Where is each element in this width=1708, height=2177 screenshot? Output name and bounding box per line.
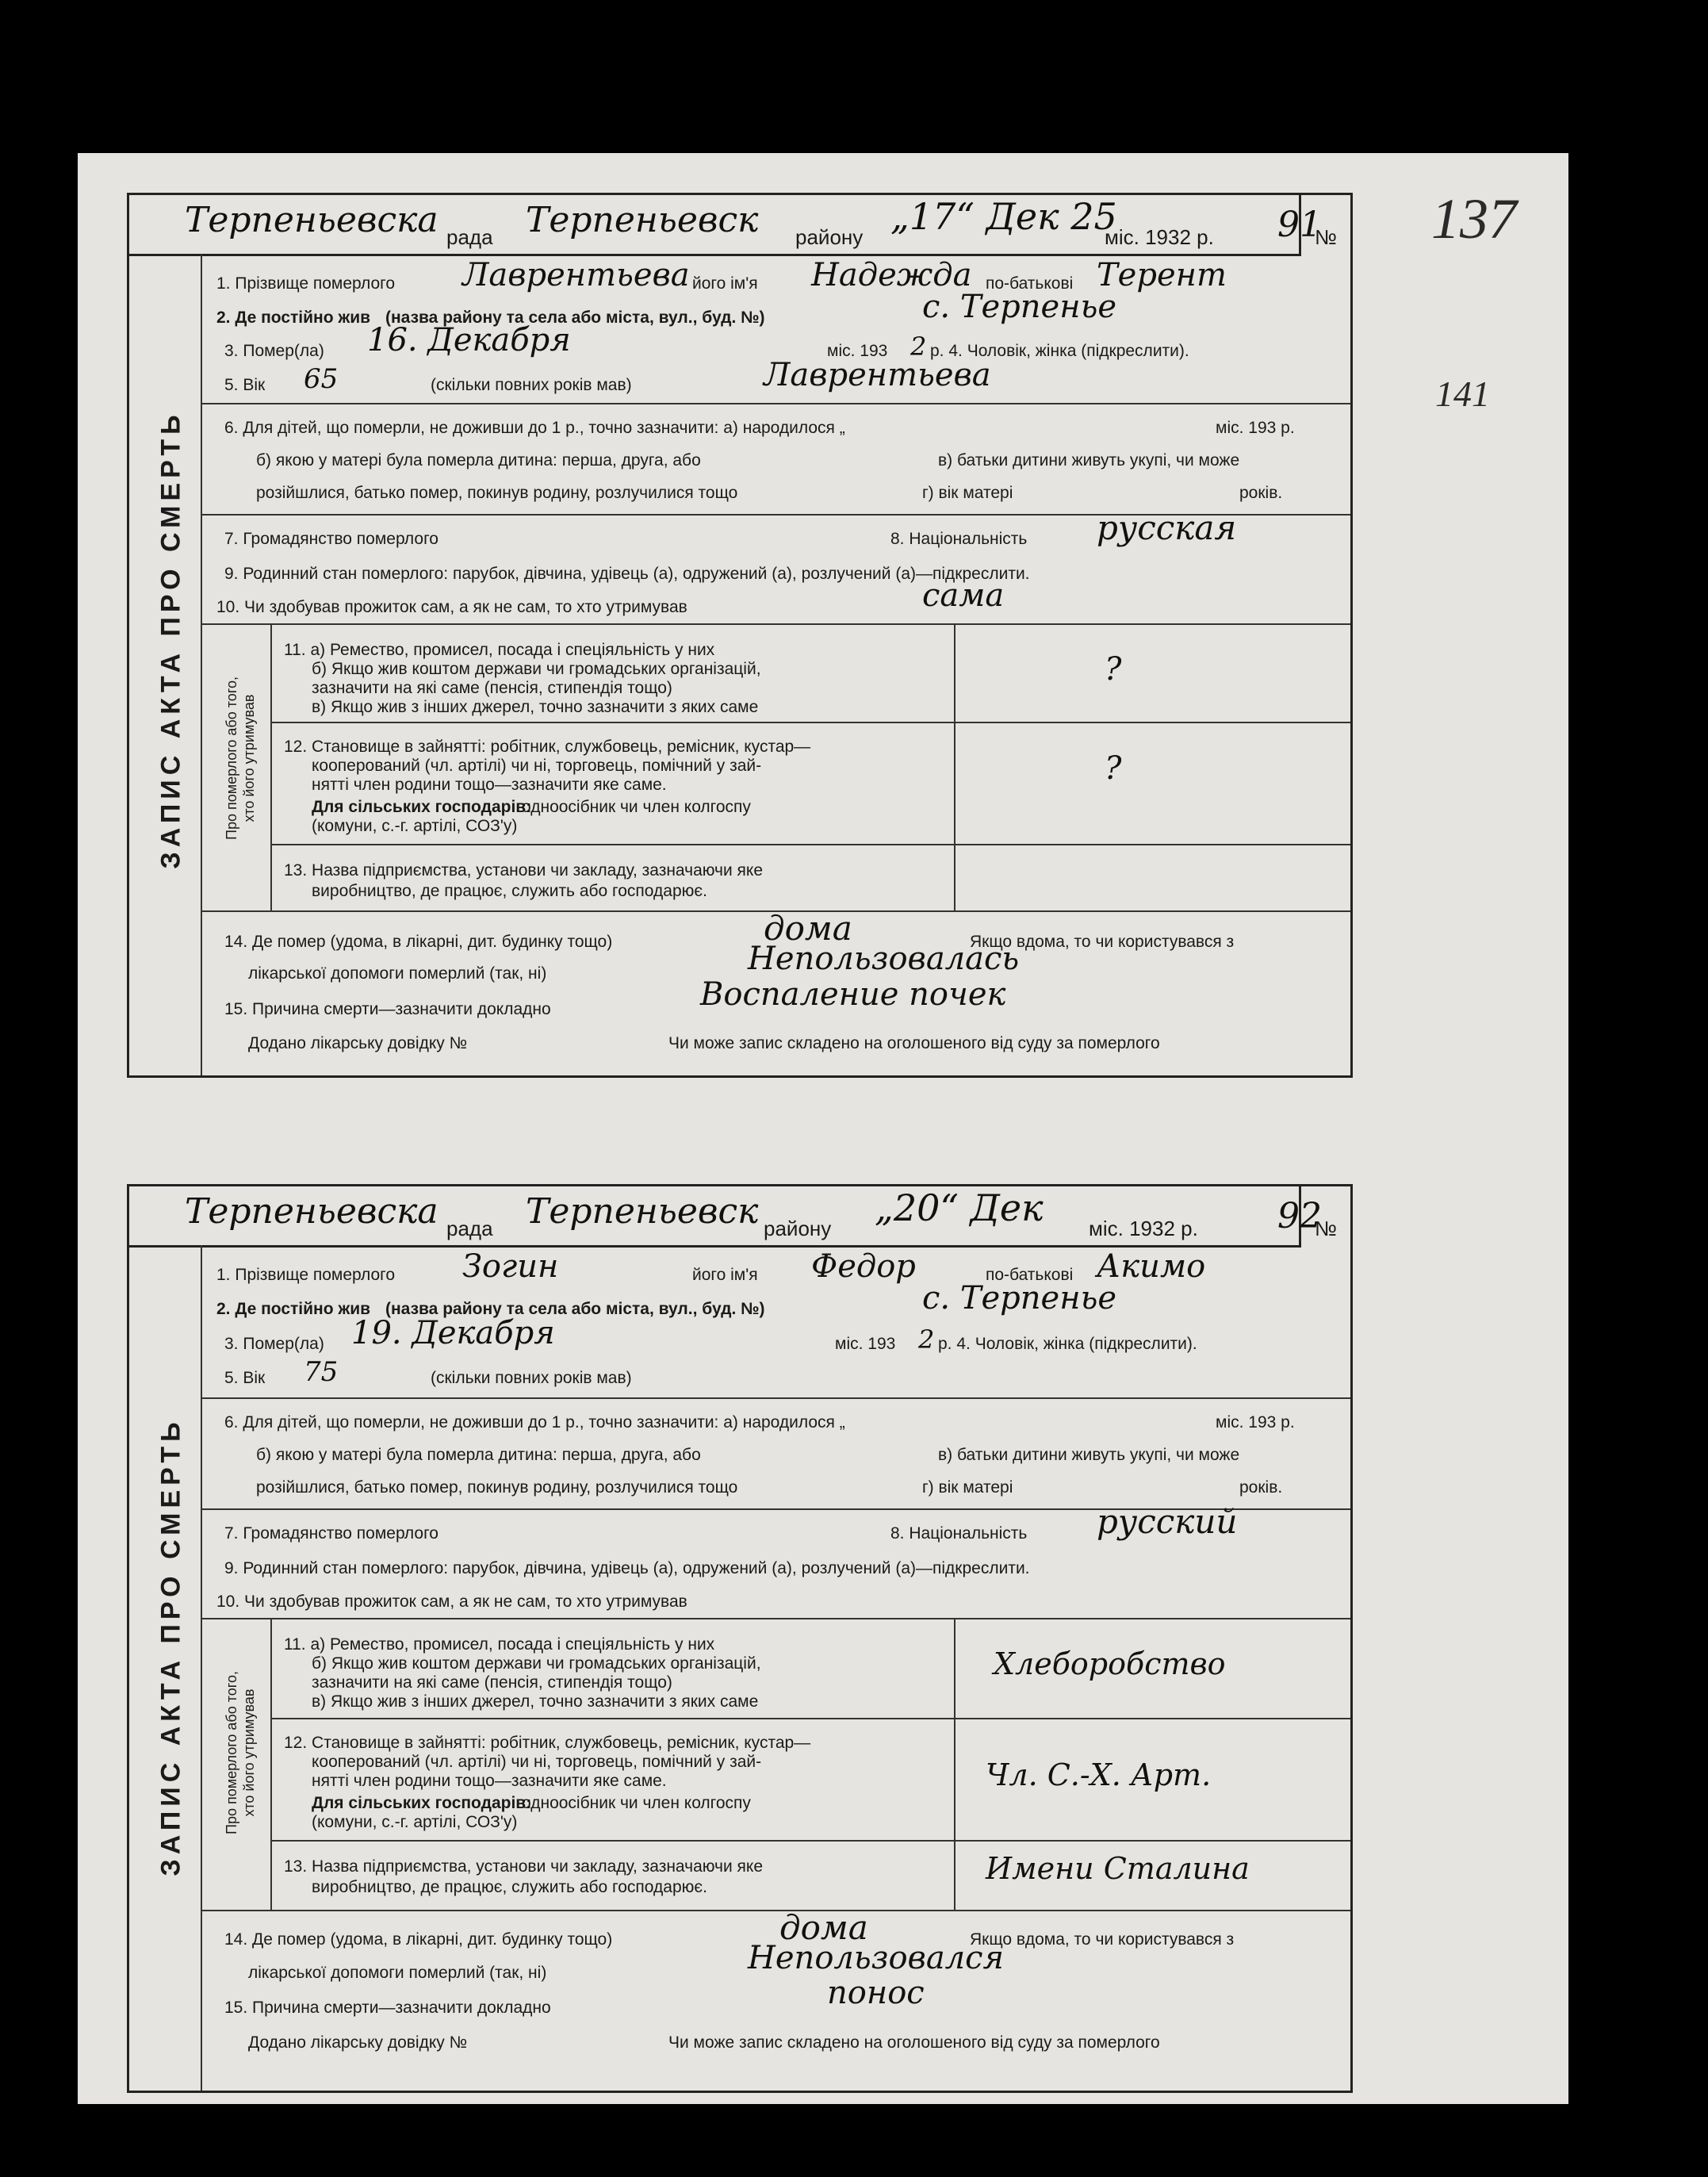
hw-nationality: русский <box>1097 1502 1238 1541</box>
label-cause: 15. Причина смерти—зазначити докладно <box>224 1000 551 1018</box>
hw-place-death: дома <box>764 909 852 948</box>
label-support: 10. Чи здобував прожиток сам, а як не сам, то хто утримував <box>216 598 687 616</box>
label-age-note: (скільки повних років мав) <box>431 1369 632 1387</box>
label-q11a: 11. а) Ремество, промисел, посада і спеціяльність у них <box>284 1635 715 1654</box>
label-patronymic: по-батькові <box>986 274 1074 293</box>
label-age-note: (скільки повних років мав) <box>431 376 632 394</box>
label-name: його ім'я <box>692 1266 758 1284</box>
label-cause: 15. Причина смерти—зазначити докладно <box>224 1999 551 2017</box>
label-q12c: нятті член родини тощо—зазначити яке саме. <box>312 1772 667 1790</box>
label-surname: 1. Прізвище померлого <box>216 1266 396 1284</box>
hw-death-date: 19. Декабря <box>351 1315 555 1351</box>
label-mother-age: г) вік матері <box>922 1478 1013 1497</box>
death-record-card-1 <box>127 193 1353 1078</box>
hw-med-help: Непользовалась <box>748 941 1020 977</box>
label-q12b: кооперований (чл. артілі) чи ні, торговець, помічний у зай- <box>312 1753 762 1771</box>
label-q12e: одноосібник чи член колгоспу <box>522 798 751 816</box>
record-number-box <box>1277 1186 1350 1245</box>
hw-place-death: дома <box>779 1908 868 1947</box>
label-patronymic: по-батькові <box>986 1266 1074 1284</box>
label-rada: рада <box>446 1217 493 1240</box>
label-certificate: Додано лікарську довідку № <box>248 1034 468 1052</box>
label-q12d: Для сільських господарів: <box>312 798 532 816</box>
label-age: 5. Вік <box>224 376 266 394</box>
label-q12c: нятті член родини тощо—зазначити яке саме. <box>312 776 667 794</box>
label-q13a: 13. Назва підприємства, установи чи закладу, зазначаючи яке <box>284 1857 764 1876</box>
label-q12e: одноосібник чи член колгоспу <box>522 1794 751 1812</box>
label-died: 3. Помер(ла) <box>224 342 324 360</box>
label-month-193: міс. 193 <box>835 1335 896 1353</box>
hw-raion: Терпеньевск <box>526 200 759 240</box>
label-q13b: виробництво, де працює, служить або господарює. <box>312 1878 707 1896</box>
label-no: № <box>1315 1217 1337 1240</box>
hw-q11: Хлеборобство <box>994 1646 1226 1681</box>
card-header <box>129 1186 1337 1248</box>
label-sex: р. 4. Чоловік, жінка (підкреслити). <box>930 342 1189 360</box>
label-court: Чи може запис складено на оголошеного від суду за померлого <box>668 1034 1160 1052</box>
label-surname: 1. Прізвище померлого <box>216 274 396 293</box>
hw-rada: Терпеньевска <box>185 200 438 240</box>
hw-patronymic: Акимо <box>1097 1248 1206 1285</box>
hw-name: Надежда <box>811 257 972 293</box>
label-raion: району <box>795 225 864 249</box>
label-marital: 9. Родинний стан померлого: парубок, дівчина, удівець (а), одружений (а), розлучений (а)—підкреслити. <box>224 1559 1030 1577</box>
card-header <box>129 195 1337 256</box>
label-place-death: 14. Де помер (удома, в лікарні, дит. будинку тощо) <box>224 1930 613 1949</box>
label-citizenship: 7. Громадянство померлого <box>224 1524 438 1543</box>
record-number-box <box>1277 195 1350 254</box>
label-court: Чи може запис складено на оголошеного від суду за померлого <box>668 2033 1160 2052</box>
hw-support: сама <box>922 577 1005 614</box>
label-q12a: 12. Становище в зайнятті: робітник, службовець, ремісник, кустар— <box>284 738 811 756</box>
label-children-b: б) якою у матері була померла дитина: перша, друга, або <box>256 1446 701 1464</box>
label-children-c: в) батьки дитини живуть укупі, чи може <box>938 451 1240 470</box>
hw-name: Федор <box>811 1248 916 1285</box>
label-q12b: кооперований (чл. артілі) чи ні, торговець, помічний у зай- <box>312 757 762 775</box>
label-residence-note: (назва району та села або міста, вул., буд. №) <box>385 1300 765 1318</box>
label-q11c: зазначити на які саме (пенсія, стипендія тощо) <box>312 679 672 697</box>
label-rada: рада <box>446 225 493 249</box>
label-q11b: б) Якщо жив коштом держави чи громадських організацій, <box>312 1654 761 1673</box>
page-number: 137 <box>1431 187 1517 251</box>
label-nationality: 8. Національність <box>890 530 1028 548</box>
hw-q12: Чл. С.-Х. Арт. <box>986 1757 1212 1792</box>
label-children-month: міс. 193 р. <box>1216 419 1295 437</box>
side-small-label: Про померлого або того, хто його утримував <box>224 676 257 840</box>
label-years: років. <box>1239 484 1283 502</box>
hw-year-suffix: 2 <box>910 332 927 362</box>
hw-number: 91 <box>1277 205 1322 245</box>
hw-surname: Зогин <box>462 1248 559 1285</box>
label-died: 3. Помер(ла) <box>224 1335 324 1353</box>
label-residence-note: (назва району та села або міста, вул., буд. №) <box>385 309 765 327</box>
label-q13b: виробництво, де працює, служить або господарює. <box>312 882 707 900</box>
label-age: 5. Вік <box>224 1369 266 1387</box>
hw-residence: с. Терпенье <box>922 1280 1117 1317</box>
label-nationality: 8. Національність <box>890 1524 1028 1543</box>
label-q11d: в) Якщо жив з інших джерел, точно зазначити з яких саме <box>312 1692 759 1711</box>
label-residence: 2. Де постійно жив <box>216 1300 371 1318</box>
hw-date: „17“ Дек 25 <box>890 195 1117 238</box>
label-q11c: зазначити на які саме (пенсія, стипендія тощо) <box>312 1673 672 1692</box>
label-med-help: лікарської допомоги померлий (так, ні) <box>248 1964 547 1982</box>
label-children-c: в) батьки дитини живуть укупі, чи може <box>938 1446 1240 1464</box>
label-no: № <box>1315 225 1337 249</box>
side-title: ЗАПИС АКТА ПРО СМЕРТЬ <box>155 1416 186 1876</box>
label-children-month: міс. 193 р. <box>1216 1413 1295 1432</box>
label-q12d: Для сільських господарів: <box>312 1794 532 1812</box>
hw-q13: Имени Сталина <box>986 1851 1250 1886</box>
side-title: ЗАПИС АКТА ПРО СМЕРТЬ <box>155 409 186 869</box>
label-children: 6. Для дітей, що померли, не доживши до 1 р., точно зазначити: а) народилося „ <box>224 419 845 437</box>
label-children-b: б) якою у матері була померла дитина: перша, друга, або <box>256 451 701 470</box>
hw-cause: Воспаление почек <box>700 976 1006 1013</box>
hw-cause: понос <box>827 1975 925 2011</box>
label-q13a: 13. Назва підприємства, установи чи закладу, зазначаючи яке <box>284 861 764 880</box>
hw-raion: Терпеньевск <box>526 1191 759 1232</box>
label-q12f: (комуни, с.-г. артілі, СОЗ'у) <box>312 817 518 835</box>
label-month-193: міс. 193 <box>827 342 888 360</box>
hw-age: 65 <box>304 363 339 395</box>
hw-patronymic: Терент <box>1097 257 1227 293</box>
label-home-med: Якщо вдома, то чи користувався з <box>970 933 1235 951</box>
death-record-card-2 <box>127 1184 1353 2093</box>
label-children-d: розійшлися, батько помер, покинув родину, розлучилися тощо <box>256 1478 738 1497</box>
hw-med-help: Непользовался <box>748 1940 1005 1976</box>
label-mother-age: г) вік матері <box>922 484 1013 502</box>
hw-rada: Терпеньевска <box>185 1191 438 1232</box>
hw-surname: Лаврентьева <box>462 257 690 293</box>
label-sex: р. 4. Чоловік, жінка (підкреслити). <box>938 1335 1197 1353</box>
label-marital: 9. Родинний стан померлого: парубок, дівчина, удівець (а), одружений (а), розлучений (а)—підкреслити. <box>224 565 1030 583</box>
label-name: його ім'я <box>692 274 758 293</box>
hw-number: 92 <box>1277 1196 1322 1236</box>
label-children-d: розійшлися, батько помер, покинув родину, розлучилися тощо <box>256 484 738 502</box>
label-certificate: Додано лікарську довідку № <box>248 2033 468 2052</box>
label-place-death: 14. Де помер (удома, в лікарні, дит. будинку тощо) <box>224 933 613 951</box>
label-residence: 2. Де постійно жив <box>216 309 371 327</box>
label-q11d: в) Якщо жив з інших джерел, точно зазначити з яких саме <box>312 698 759 716</box>
hw-q11: ? <box>1105 651 1122 688</box>
label-support: 10. Чи здобував прожиток сам, а як не сам, то хто утримував <box>216 1593 687 1611</box>
hw-year-suffix: 2 <box>918 1324 935 1355</box>
label-raion: району <box>764 1217 832 1240</box>
hw-nationality: русская <box>1097 508 1237 547</box>
hw-residence: с. Терпенье <box>922 289 1117 325</box>
hw-age: 75 <box>304 1356 339 1388</box>
label-q11a: 11. а) Ремество, промисел, посада і спеціяльність у них <box>284 641 715 659</box>
hw-age-note: Лаврентьева <box>764 357 991 393</box>
label-citizenship: 7. Громадянство померлого <box>224 530 438 548</box>
label-month-year: міс. 1932 р. <box>1105 225 1214 249</box>
label-q12a: 12. Становище в зайнятті: робітник, службовець, ремісник, кустар— <box>284 1734 811 1752</box>
label-home-med: Якщо вдома, то чи користувався з <box>970 1930 1235 1949</box>
label-children: 6. Для дітей, що померли, не доживши до 1 р., точно зазначити: а) народилося „ <box>224 1413 845 1432</box>
label-q12f: (комуни, с.-г. артілі, СОЗ'у) <box>312 1813 518 1831</box>
label-month-year: міс. 1932 р. <box>1089 1217 1198 1240</box>
hw-date: „20“ Дек <box>875 1186 1044 1229</box>
label-q11b: б) Якщо жив коштом держави чи громадських організацій, <box>312 660 761 678</box>
hw-death-date: 16. Декабря <box>367 322 571 358</box>
label-years: років. <box>1239 1478 1283 1497</box>
side-note: 141 <box>1435 374 1490 414</box>
hw-q12: ? <box>1105 750 1122 787</box>
side-small-label: Про померлого або того, хто його утримував <box>224 1671 257 1834</box>
label-med-help: лікарської допомоги померлий (так, ні) <box>248 964 547 983</box>
